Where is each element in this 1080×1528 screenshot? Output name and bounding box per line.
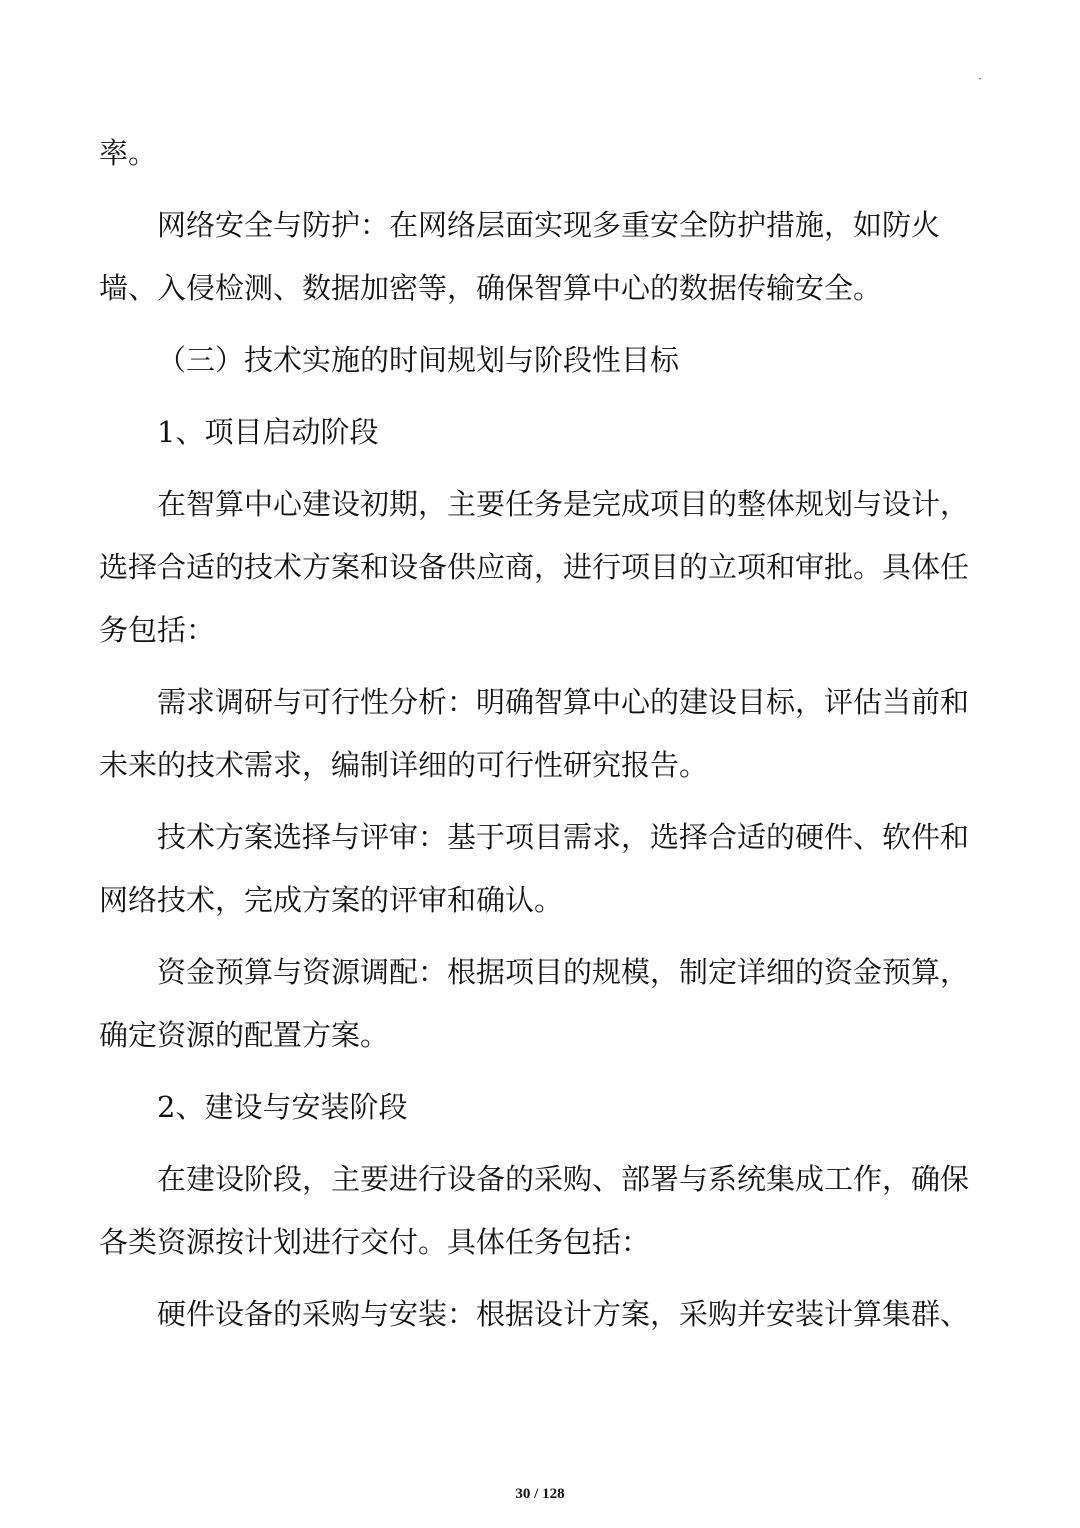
corner-mark: · bbox=[978, 72, 982, 86]
subheading-construction-phase: 2、建设与安装阶段 bbox=[157, 1090, 408, 1124]
paragraph-hardware-procurement: 硬件设备的采购与安装：根据设计方案，采购并安装计算集群、 bbox=[157, 1297, 970, 1331]
page-number: 30 / 128 bbox=[515, 1486, 565, 1502]
paragraph-network-security: 网络安全与防护：在网络层面实现多重安全防护措施，如防火墙、入侵检测、数据加密等，确保智算中心的数据传输安全。 bbox=[99, 208, 941, 305]
paragraph-initial-phase: 在智算中心建设初期，主要任务是完成项目的整体规划与设计，选择合适的技术方案和设备供应商，进行项目的立项和审批。具体任务包括： bbox=[99, 487, 970, 647]
paragraph-continuation: 率。 bbox=[99, 136, 158, 170]
paragraph-budget-allocation: 资金预算与资源调配：根据项目的规模，制定详细的资金预算，确定资源的配置方案。 bbox=[99, 955, 970, 1052]
subheading-project-start-phase: 1、项目启动阶段 bbox=[157, 415, 379, 449]
paragraph-construction-phase: 在建设阶段，主要进行设备的采购、部署与系统集成工作，确保各类资源按计划进行交付。具体任务包括： bbox=[99, 1162, 970, 1259]
section-heading-implementation-schedule: （三）技术实施的时间规划与阶段性目标 bbox=[157, 343, 680, 377]
paragraph-requirements-research: 需求调研与可行性分析：明确智算中心的建设目标，评估当前和未来的技术需求，编制详细的可行性研究报告。 bbox=[99, 685, 970, 782]
document-body bbox=[99, 122, 989, 1355]
paragraph-technical-plan-selection: 技术方案选择与评审：基于项目需求，选择合适的硬件、软件和网络技术，完成方案的评审和确认。 bbox=[99, 820, 970, 917]
